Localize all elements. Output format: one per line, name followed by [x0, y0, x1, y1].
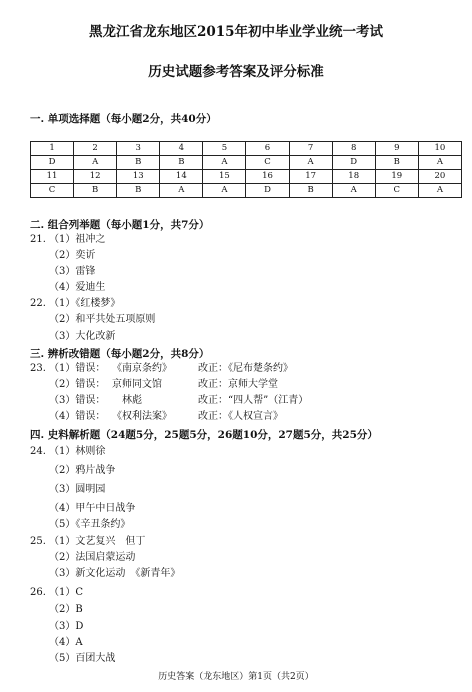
answer-table-cell: A [203, 184, 246, 198]
q25-item-1: （1）文艺复兴 但丁 [49, 536, 146, 547]
answer-table-cell: 3 [117, 142, 160, 156]
q22-item-1: （1）《红楼梦》 [49, 298, 121, 309]
q23-row-1-fix: 改正：《尼布楚条约》 [198, 363, 293, 374]
q23-row-3-wrong: 林彪 [122, 395, 142, 406]
answer-table-cell: 18 [332, 170, 375, 184]
answer-table-cell: D [31, 156, 74, 170]
answer-table-cell: B [160, 156, 203, 170]
document-title: 黑龙江省龙东地区2015年初中毕业学业统一考试 [88, 24, 384, 40]
answer-table-cell: 1 [31, 142, 74, 156]
section-heading-4: 四. 史料解析题（24题5分，25题5分，26题10分，27题5分，共25分） [30, 429, 378, 441]
q25-item-2: （2）法国启蒙运动 [49, 552, 136, 563]
q21-number: 21. [30, 234, 46, 245]
q26-item-4: （4）A [49, 637, 83, 648]
answer-table-cell: 7 [289, 142, 332, 156]
page-footer: 历史答案（龙东地区）第1页（共2页） [158, 672, 314, 682]
answer-table-cell: 20 [418, 170, 461, 184]
answer-table-cell: 13 [117, 170, 160, 184]
answer-table-cell: A [203, 156, 246, 170]
answer-table-cell: 9 [375, 142, 418, 156]
answer-table-cell: 2 [74, 142, 117, 156]
answer-table-cell: A [289, 156, 332, 170]
q21-item-2: （2）奕䜣 [49, 250, 96, 261]
answer-table-cell: D [246, 184, 289, 198]
answer-table-cell: 4 [160, 142, 203, 156]
answer-table-row [31, 142, 462, 156]
q23-row-4-fix: 改正：《人权宣言》 [198, 411, 283, 422]
answer-table-cell: B [289, 184, 332, 198]
q21-item-3: （3）雷锋 [49, 266, 96, 277]
q23-row-4-label: （4）错误： [49, 411, 106, 422]
answer-table-cell: C [375, 184, 418, 198]
q25-number: 25. [30, 536, 46, 547]
q26-item-1: （1）C [49, 587, 84, 598]
answer-table-cell: C [246, 156, 289, 170]
q22-item-3: （3）大化改新 [49, 331, 116, 342]
q24-item-3: （3）圆明园 [49, 484, 106, 495]
answer-table-cell: 8 [332, 142, 375, 156]
answer-table-cell: A [332, 184, 375, 198]
section-heading-1: 一. 单项选择题（每小题2分，共40分） [30, 113, 217, 125]
q23-row-1-wrong: 《南京条约》 [112, 363, 172, 374]
answer-table-cell: 17 [289, 170, 332, 184]
section-heading-2: 二. 组合列举题（每小题1分，共7分） [30, 219, 210, 231]
answer-table-row [31, 156, 462, 170]
q23-row-1-label: （1）错误： [49, 363, 106, 374]
q23-row-2-label: （2）错误： [49, 379, 106, 390]
answer-table-row [31, 184, 462, 198]
q26-item-5: （5）百团大战 [49, 653, 116, 664]
q23-row-2-fix: 改正：京师大学堂 [198, 379, 278, 390]
answer-table-cell: B [117, 156, 160, 170]
answer-table-cell: 16 [246, 170, 289, 184]
answer-table-cell: 15 [203, 170, 246, 184]
q25-item-3: （3）新文化运动 《新青年》 [49, 568, 181, 579]
q22-number: 22. [30, 298, 46, 309]
answer-table-cell: D [332, 156, 375, 170]
answer-table [30, 141, 462, 198]
answer-table-cell: 19 [375, 170, 418, 184]
answer-table-cell: C [31, 184, 74, 198]
q23-row-2-wrong: 京师同文馆 [112, 379, 162, 390]
answer-table-cell: 14 [160, 170, 203, 184]
q23-row-3-label: （3）错误： [49, 395, 106, 406]
q23-row-3-fix: 改正：“四人帮”（江青） [198, 395, 309, 406]
answer-table-cell: 5 [203, 142, 246, 156]
answer-table-cell: 10 [418, 142, 461, 156]
q26-number: 26. [30, 587, 46, 598]
answer-table-cell: A [418, 184, 461, 198]
q24-item-5: （5）《辛丑条约》 [49, 519, 131, 530]
q24-item-1: （1）林则徐 [49, 446, 106, 457]
q24-item-4: （4）甲午中日战争 [49, 503, 136, 514]
q23-number: 23. [30, 363, 46, 374]
answer-table-cell: A [160, 184, 203, 198]
answer-table-cell: 6 [246, 142, 289, 156]
answer-table-cell: 11 [31, 170, 74, 184]
q21-item-1: （1）祖冲之 [49, 234, 106, 245]
q24-item-2: （2）鸦片战争 [49, 465, 116, 476]
answer-table-cell: 12 [74, 170, 117, 184]
answer-table-row [31, 170, 462, 184]
q21-item-4: （4）爱迪生 [49, 282, 106, 293]
section-heading-3: 三. 辨析改错题（每小题2分，共8分） [30, 348, 210, 360]
q24-number: 24. [30, 446, 46, 457]
answer-table-cell: B [117, 184, 160, 198]
answer-table-cell: A [418, 156, 461, 170]
q22-item-2: （2）和平共处五项原则 [49, 314, 156, 325]
answer-table-cell: B [74, 184, 117, 198]
q26-item-2: （2）B [49, 604, 83, 615]
answer-table-cell: B [375, 156, 418, 170]
answer-table-cell: A [74, 156, 117, 170]
q26-item-3: （3）D [49, 621, 84, 632]
q23-row-4-wrong: 《权利法案》 [112, 411, 172, 422]
document-subtitle: 历史试题参考答案及评分标准 [148, 64, 324, 80]
